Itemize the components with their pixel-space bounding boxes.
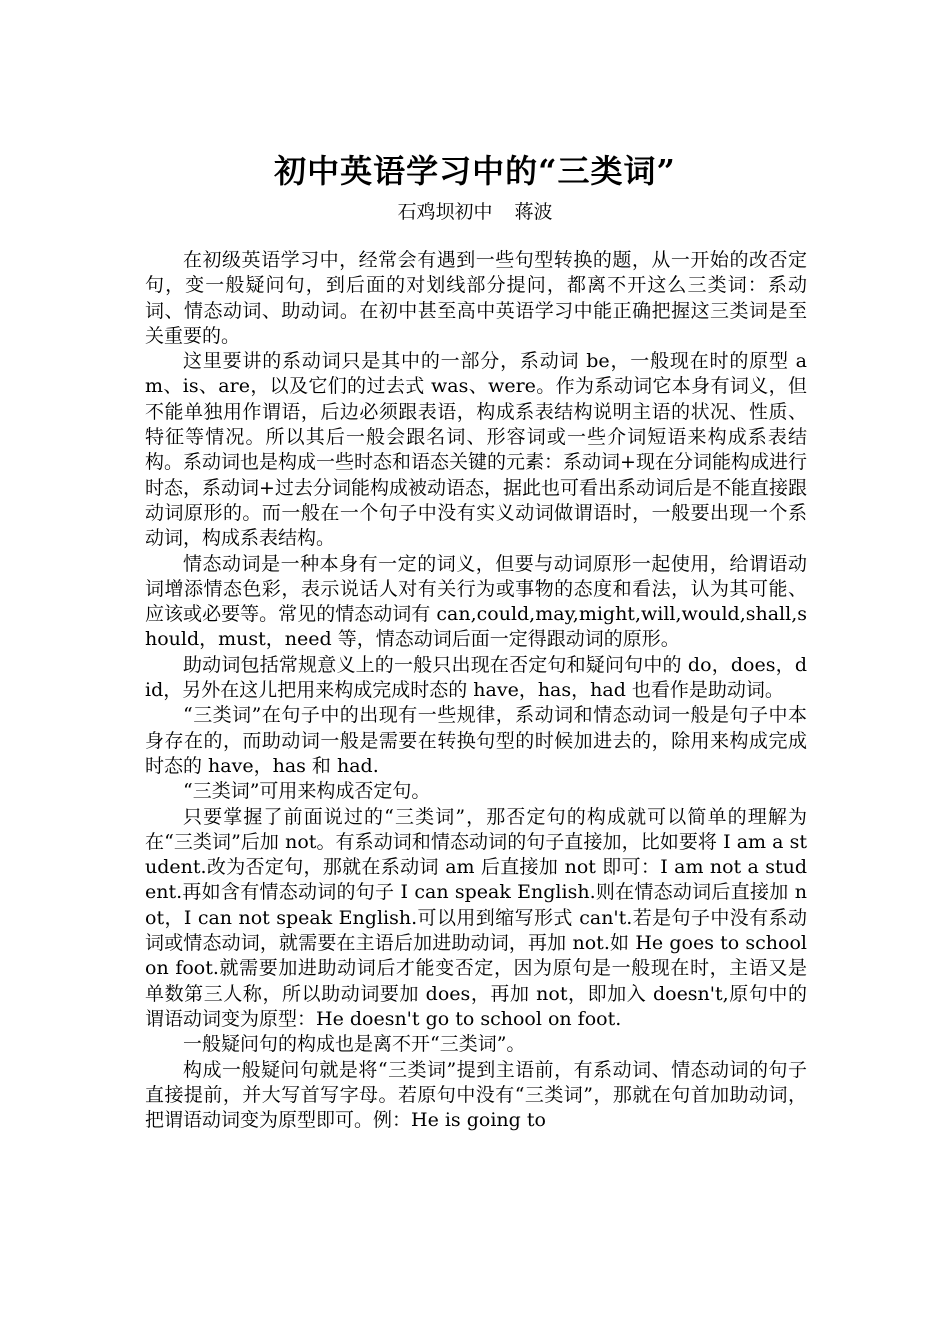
paragraph-rules: “三类词”在句子中的出现有一些规律，系动词和情态动词一般是句子中本身存在的，而助动词一般是需要在转换句型的时候加进去的，除用来构成完成时态的 have，has 和 had. — [145, 704, 807, 777]
document-title: 初中英语学习中的“三类词” — [274, 152, 676, 191]
paragraph-auxiliary-verbs: 助动词包括常规意义上的一般只出现在否定句和疑问句中的 do，does，did，另外在这儿把用来构成完成时态的 have，has，had 也看作是助动词。 — [145, 653, 807, 702]
author-school: 石鸡坝初中 — [397, 201, 493, 223]
article-body — [145, 248, 807, 1133]
author-byline — [0, 199, 950, 225]
paragraph-modal-verbs: 情态动词是一种本身有一定的词义，但要与动词原形一起使用，给谓语动词增添情态色彩，表示说话人对有关行为或事物的态度和看法，认为其可能、应该或必要等。常见的情态动词有 can,could,may,might,will,would,shall,should，must，need 等，情态动词后面一定得跟动词的原形。 — [145, 552, 807, 651]
paragraph-question-heading: 一般疑问句的构成也是离不开“三类词”。 — [183, 1033, 526, 1056]
paragraph-negative-heading: “三类词”可用来构成否定句。 — [183, 780, 431, 803]
paragraph-linking-verbs: 这里要讲的系动词只是其中的一部分，系动词 be，一般现在时的原型 am、is、are，以及它们的过去式 was、were。作为系动词它本身有词义，但不能单独用作谓语，后边必须跟表语，构成系表结构说明主语的状况、性质、特征等情况。所以其后一般会跟名词、形容词或一些介词短语来构成系表结构。系动词也是构成一些时态和语态关键的元素：系动词+现在分词能构成进行时态，系动词+过去分词能构成被动语态，据此也可看出系动词后是不能直接跟动词原形的。而一般在一个句子中没有实义动词做谓语时，一般要出现一个系动词，构成系表结构。 — [145, 350, 807, 550]
author-name: 蒋波 — [514, 201, 553, 223]
paragraph-question-explanation: 构成一般疑问句就是将“三类词”提到主语前，有系动词、情态动词的句子直接提前，并大写首写字母。若原句中没有“三类词”，那就在句首加助动词，把谓语动词变为原型即可。例：He is going to — [145, 1058, 807, 1132]
paragraph-intro: 在初级英语学习中，经常会有遇到一些句型转换的题，从一开始的改否定句，变一般疑问句，到后面的对划线部分提问，都离不开这么三类词：系动词、情态动词、助动词。在初中甚至高中英语学习中能正确把握这三类词是至关重要的。 — [145, 249, 807, 347]
paragraph-negative-explanation: 只要掌握了前面说过的“三类词”，那否定句的构成就可以简单的理解为在“三类词”后加 not。有系动词和情态动词的句子直接加，比如要将 I am a student.改为否定句，那就在系动词 am 后直接加 not 即可：I am not a student.再如含有情态动词的句子 I can speak English.则在情态动词后直接加 not，I can not speak English.可以用到缩写形式 can't.若是句子中没有系动词或情态动词，就需要在主语后加进助动词，再加 not.如 He goes to school on foot.就需要加进助动词后才能变否定，因为原句是一般现在时，主语又是单数第三人称，所以助动词要加 does，再加 not，即加入 doesn't,原句中的谓语动词变为原型：He doesn't go to school on foot. — [145, 805, 807, 1030]
